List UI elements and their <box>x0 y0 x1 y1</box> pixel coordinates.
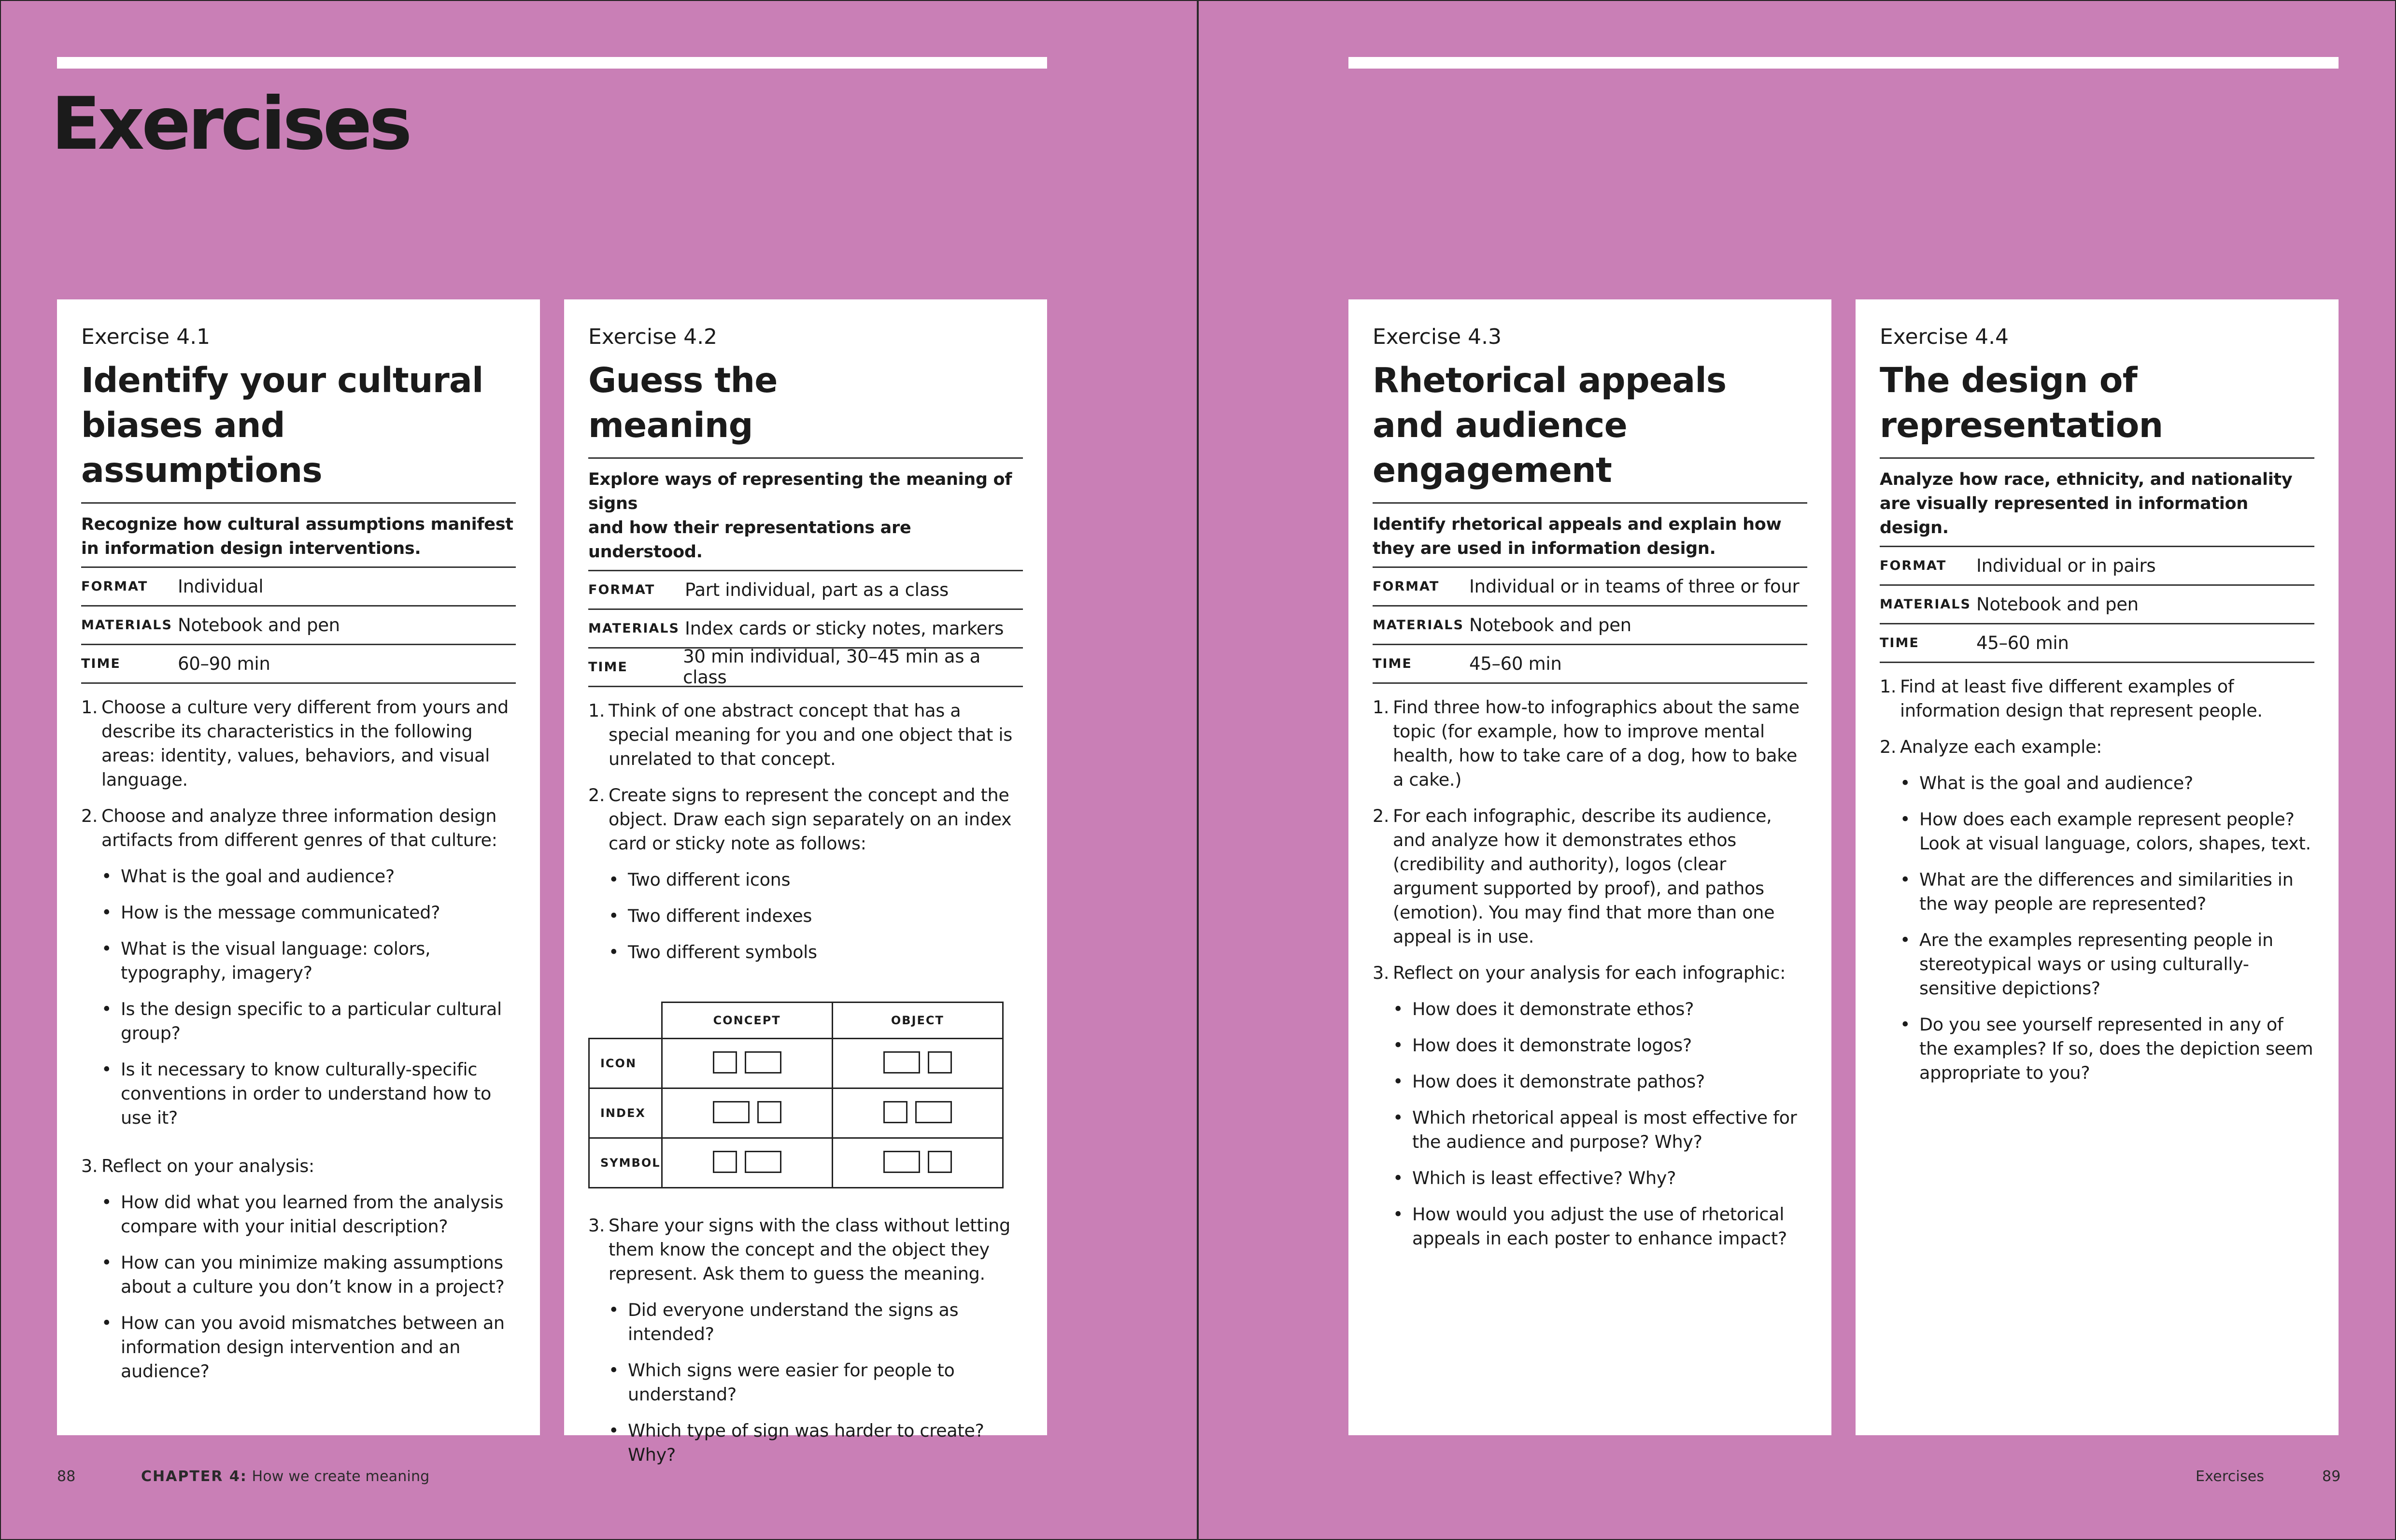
bullet-dot: • <box>101 1312 112 1333</box>
bullet-dot: • <box>101 865 112 887</box>
meta-value-materials: Notebook and pen <box>1469 614 1631 636</box>
bullet-item <box>101 1058 516 1130</box>
exercise-title <box>1373 358 1807 504</box>
sign-box <box>883 1151 920 1173</box>
bullet-text: How does each example represent people? Look at visual language, colors, shapes, text. <box>1919 808 2311 854</box>
bullet-item <box>101 901 516 925</box>
bullet-dot: • <box>1900 808 1911 830</box>
bullet-item <box>609 940 1023 964</box>
bullet-dot: • <box>101 1059 112 1080</box>
exercise-step <box>1880 735 2314 1097</box>
exercise-step <box>588 783 1023 976</box>
bullet-text: How does it demonstrate pathos? <box>1412 1071 1705 1092</box>
bullet-text: How would you adjust the use of rhetorical appeals in each poster to enhance impact? <box>1412 1203 1787 1249</box>
bullet-dot: • <box>101 1191 112 1213</box>
step-text: For each infographic, describe its audience, and analyze how it demonstrates ethos (credibility and authority), logos (clear argument supported by proof), and pathos (emotion). You may find that more than one appeal is in use. <box>1393 805 1775 947</box>
bullet-text: How does it demonstrate ethos? <box>1412 998 1694 1019</box>
exercise-title-line: representation <box>1880 405 2163 445</box>
sign-box <box>713 1051 737 1074</box>
bullet-dot: • <box>609 941 619 962</box>
bullet-text: Do you see yourself represented in any of the examples? If so, does the depiction seem appropriate to you? <box>1919 1014 2313 1083</box>
step-number: 1. <box>1880 676 1897 697</box>
bullet-item <box>101 1190 516 1239</box>
exercise-step <box>1373 695 1807 792</box>
exercise-goal-line: Identify rhetorical appeals and explain how <box>1373 514 1782 534</box>
bullet-item <box>1900 807 2314 856</box>
meta-value-format: Individual <box>178 576 264 597</box>
sign-table-cell <box>662 1088 832 1138</box>
sign-box <box>745 1051 781 1074</box>
bullet-text: How can you avoid mismatches between an information design intervention and an audience? <box>121 1312 505 1382</box>
sign-box <box>883 1101 907 1123</box>
sign-table <box>588 1002 1004 1188</box>
meta-label-format: FORMAT <box>1373 579 1440 594</box>
step-number: 2. <box>1373 805 1389 826</box>
sign-table-header: CONCEPT <box>662 1002 832 1038</box>
bullet-text: Two different icons <box>628 869 791 890</box>
exercise-goal-line: in information design interventions. <box>81 538 421 558</box>
meta-label-time: TIME <box>588 659 628 675</box>
sign-table-row-label: ICON <box>589 1038 662 1088</box>
sign-table-header: OBJECT <box>832 1002 1003 1038</box>
bullet-dot: • <box>1393 1034 1404 1056</box>
exercise-step <box>1373 961 1807 1263</box>
meta-label-format: FORMAT <box>81 579 148 594</box>
step-number: 1. <box>81 696 98 718</box>
bullet-item <box>1900 868 2314 916</box>
sign-table-row <box>589 1138 1003 1187</box>
meta-label-time: TIME <box>1880 635 1919 650</box>
exercise-goal-line: Recognize how cultural assumptions manifest <box>81 514 513 534</box>
exercise-card-4-2 <box>564 299 1047 1465</box>
meta-value-materials: Notebook and pen <box>178 614 340 636</box>
bullet-text: How can you minimize making assumptions about a culture you don’t know in a project? <box>121 1252 505 1297</box>
step-body <box>609 783 1023 976</box>
bullet-item <box>609 1298 1023 1346</box>
exercise-goal-line: they are used in information design. <box>1373 538 1716 558</box>
step-body <box>101 804 516 1142</box>
bullet-text: What is the goal and audience? <box>121 865 395 887</box>
exercise-steps <box>81 695 516 1396</box>
sign-table-cell <box>832 1138 1003 1187</box>
exercise-steps <box>1880 675 2314 1097</box>
exercise-step <box>81 695 516 792</box>
step-text: Find at least five different examples of information design that represent people. <box>1900 676 2263 721</box>
meta-label-format: FORMAT <box>1880 558 1947 573</box>
bullet-text: Two different indexes <box>628 905 812 926</box>
bullet-item <box>1393 997 1807 1021</box>
sign-box <box>757 1101 781 1123</box>
bullet-item <box>609 1358 1023 1407</box>
bullet-dot: • <box>1393 1071 1404 1092</box>
bullet-text: Are the examples representing people in stereotypical ways or using culturally-sensitive depictions? <box>1919 929 2273 999</box>
bullet-dot: • <box>1900 772 1911 793</box>
meta-row-time <box>588 646 1023 688</box>
exercise-steps <box>588 699 1023 1479</box>
bullet-item <box>101 864 516 889</box>
meta-row-format <box>1880 547 2314 586</box>
sign-table-cell <box>662 1038 832 1088</box>
sign-sketch-boxes <box>883 1051 952 1074</box>
sign-table-header-row <box>589 1002 1003 1038</box>
bullet-item <box>101 937 516 985</box>
bullet-text: Which signs were easier for people to understand? <box>628 1359 955 1405</box>
bullet-item <box>1900 928 2314 1001</box>
chapter-label: CHAPTER 4: <box>141 1468 247 1485</box>
meta-row-format <box>1373 568 1807 607</box>
bullet-item <box>1393 1202 1807 1251</box>
sign-table-cell <box>832 1038 1003 1088</box>
bullet-item <box>1900 771 2314 795</box>
exercise-number: Exercise 4.1 <box>81 325 211 349</box>
step-body <box>1393 695 1807 792</box>
exercise-card-4-4 <box>1856 299 2339 1435</box>
sign-sketch-boxes <box>883 1101 952 1123</box>
exercise-step <box>81 804 516 1142</box>
step-text: Think of one abstract concept that has a special meaning for you and one object that is unrelated to that concept. <box>609 700 1012 769</box>
meta-row-materials <box>1373 607 1807 645</box>
sign-box <box>928 1051 952 1074</box>
sign-table-corner <box>589 1002 662 1038</box>
exercise-goal <box>1373 504 1807 568</box>
step-body <box>1900 675 2314 723</box>
sign-box <box>713 1151 737 1173</box>
top-rule-right <box>1348 57 2339 69</box>
step-body <box>1393 804 1807 949</box>
step-text: Choose and analyze three information design artifacts from different genres of that culture: <box>101 805 497 850</box>
meta-value-materials: Notebook and pen <box>1976 593 2139 615</box>
exercise-title <box>1880 358 2314 459</box>
meta-row-time <box>81 645 516 684</box>
step-body <box>101 1154 516 1396</box>
exercise-step <box>81 1154 516 1396</box>
sign-table-row <box>589 1038 1003 1088</box>
step-text: Analyze each example: <box>1900 736 2102 757</box>
sign-sketch-boxes <box>713 1051 781 1074</box>
exercise-number: Exercise 4.2 <box>588 325 718 349</box>
bullet-item <box>101 1311 516 1384</box>
meta-value-format: Part individual, part as a class <box>685 579 949 600</box>
page-number-right: 89 <box>2322 1468 2341 1485</box>
bullet-text: How does it demonstrate logos? <box>1412 1034 1692 1056</box>
bullet-text: Which type of sign was harder to create? Why? <box>628 1420 984 1465</box>
bullet-item <box>1393 1106 1807 1154</box>
exercise-steps <box>1373 695 1807 1263</box>
bullet-dot: • <box>1393 998 1404 1019</box>
meta-row-time <box>1880 624 2314 663</box>
meta-value-time: 45–60 min <box>1469 653 1562 674</box>
sign-box <box>713 1101 750 1123</box>
bullet-item <box>1393 1166 1807 1190</box>
bullet-text: What is the goal and audience? <box>1919 772 2193 793</box>
step-bullets <box>1900 771 2314 1085</box>
bullet-item <box>609 904 1023 928</box>
bullet-item <box>101 1251 516 1299</box>
bullet-dot: • <box>1900 1014 1911 1035</box>
bullet-text: What is the visual language: colors, typography, imagery? <box>121 938 431 983</box>
bullet-dot: • <box>101 938 112 959</box>
bullet-dot: • <box>1393 1167 1404 1188</box>
exercise-title-line: biases and assumptions <box>81 405 322 490</box>
step-text: Find three how-to infographics about the same topic (for example, how to improve mental health, how to take care of a dog, how to bake a cake.) <box>1393 696 1800 790</box>
exercise-title-line: The design of <box>1880 360 2137 400</box>
step-bullets <box>101 1190 516 1384</box>
meta-value-time: 60–90 min <box>178 653 270 674</box>
sign-box <box>745 1151 781 1173</box>
bullet-dot: • <box>609 1420 619 1441</box>
exercise-title <box>81 358 516 504</box>
bullet-dot: • <box>609 1299 619 1320</box>
sign-table-row-label: INDEX <box>589 1088 662 1138</box>
page-title: Exercises <box>51 82 410 166</box>
meta-row-materials <box>588 610 1023 649</box>
bullet-dot: • <box>1393 1107 1404 1128</box>
exercise-step <box>1373 804 1807 949</box>
sign-sketch-boxes <box>713 1151 781 1173</box>
step-body <box>1393 961 1807 1263</box>
meta-label-time: TIME <box>81 656 121 671</box>
bullet-text: Did everyone understand the signs as intended? <box>628 1299 959 1344</box>
bullet-dot: • <box>609 869 619 890</box>
meta-value-format: Individual or in teams of three or four <box>1469 576 1800 597</box>
step-body <box>101 695 516 792</box>
exercise-title <box>588 358 1023 459</box>
step-number: 1. <box>588 700 605 721</box>
exercise-goal-line: are visually represented in information design. <box>1880 494 2248 537</box>
top-rule-left <box>57 57 1047 69</box>
bullet-item <box>1393 1033 1807 1058</box>
meta-value-materials: Index cards or sticky notes, markers <box>685 618 1004 639</box>
bullet-item <box>609 1419 1023 1467</box>
meta-label-format: FORMAT <box>588 582 655 597</box>
exercise-goal <box>1880 459 2314 547</box>
exercise-goal-line: Explore ways of representing the meaning of signs <box>588 469 1012 513</box>
bullet-text: What are the differences and similarities in the way people are represented? <box>1919 869 2294 914</box>
step-bullets <box>101 864 516 1130</box>
exercise-card-4-3 <box>1348 299 1831 1435</box>
sign-table-cell <box>832 1088 1003 1138</box>
meta-value-format: Individual or in pairs <box>1976 555 2156 576</box>
sign-table-cell <box>662 1138 832 1187</box>
bullet-text: How is the message communicated? <box>121 902 440 923</box>
step-bullets <box>609 1298 1023 1467</box>
meta-row-materials <box>1880 586 2314 624</box>
step-body <box>609 1214 1023 1479</box>
exercise-goal <box>81 504 516 568</box>
bullet-dot: • <box>609 1359 619 1381</box>
meta-label-materials: MATERIALS <box>588 621 680 636</box>
meta-row-materials <box>81 607 516 645</box>
exercise-title-line: Guess the <box>588 360 778 400</box>
bullet-item <box>609 868 1023 892</box>
step-number: 3. <box>81 1155 98 1176</box>
step-number: 2. <box>1880 736 1897 757</box>
exercise-step <box>588 1214 1023 1479</box>
step-text: Choose a culture very different from yours and describe its characteristics in the following areas: identity, values, behaviors, and visual language. <box>101 696 509 790</box>
sign-table-row-label: SYMBOL <box>589 1138 662 1187</box>
bullet-text: Is the design specific to a particular cultural group? <box>121 998 502 1044</box>
step-body <box>1900 735 2314 1097</box>
bullet-item <box>1393 1070 1807 1094</box>
exercise-number: Exercise 4.3 <box>1373 325 1502 349</box>
step-text: Create signs to represent the concept and the object. Draw each sign separately on an index card or sticky note as follows: <box>609 784 1012 854</box>
bullet-dot: • <box>101 902 112 923</box>
bullet-text: How did what you learned from the analysis compare with your initial description? <box>121 1191 504 1237</box>
step-number: 3. <box>588 1215 605 1236</box>
exercise-goal-line: and how their representations are understood. <box>588 518 911 562</box>
exercise-title-line: Identify your cultural <box>81 360 483 400</box>
step-body <box>609 699 1023 771</box>
bullet-dot: • <box>1393 1203 1404 1225</box>
step-text: Reflect on your analysis for each infographic: <box>1393 962 1786 983</box>
meta-label-materials: MATERIALS <box>1880 596 1971 612</box>
step-number: 2. <box>81 805 98 826</box>
step-number: 3. <box>1373 962 1389 983</box>
chapter-title: How we create meaning <box>252 1468 430 1485</box>
section-running-head: Exercises <box>2196 1468 2265 1485</box>
bullet-dot: • <box>609 905 619 926</box>
step-number: 1. <box>1373 696 1389 718</box>
exercise-title-line: and audience engagement <box>1373 405 1627 490</box>
chapter-running-head <box>141 1468 429 1485</box>
meta-row-format <box>81 568 516 607</box>
exercise-title-line: Rhetorical appeals <box>1373 360 1727 400</box>
sign-box <box>915 1101 952 1123</box>
meta-row-time <box>1373 645 1807 684</box>
exercise-card-4-1 <box>57 299 540 1435</box>
step-bullets <box>1393 997 1807 1251</box>
step-number: 2. <box>588 784 605 805</box>
exercise-number: Exercise 4.4 <box>1880 325 2009 349</box>
meta-label-materials: MATERIALS <box>81 617 172 633</box>
page-number-left: 88 <box>57 1468 76 1485</box>
exercise-goal-line: Analyze how race, ethnicity, and nationality <box>1880 469 2293 489</box>
bullet-text: Is it necessary to know culturally-specific conventions in order to understand how to use it? <box>121 1059 492 1128</box>
sign-box <box>928 1151 952 1173</box>
sign-sketch-boxes <box>713 1101 781 1123</box>
exercise-step <box>1880 675 2314 723</box>
exercise-title-line: meaning <box>588 405 753 445</box>
bullet-item <box>1900 1013 2314 1085</box>
sign-sketch-boxes <box>883 1151 952 1173</box>
bullet-text: Which rhetorical appeal is most effective for the audience and purpose? Why? <box>1412 1107 1797 1152</box>
bullet-dot: • <box>1900 869 1911 890</box>
exercise-goal <box>588 459 1023 571</box>
bullet-dot: • <box>1900 929 1911 950</box>
meta-value-time: 30 min individual, 30–45 min as a class <box>683 646 981 688</box>
step-text: Share your signs with the class without letting them know the concept and the object they represent. Ask them to guess the meaning. <box>609 1215 1010 1284</box>
sign-box <box>883 1051 920 1074</box>
exercise-step <box>588 699 1023 771</box>
bullet-dot: • <box>101 1252 112 1273</box>
meta-label-materials: MATERIALS <box>1373 617 1464 633</box>
book-spine <box>1197 0 1199 1540</box>
bullet-text: Which is least effective? Why? <box>1412 1167 1676 1188</box>
bullet-text: Two different symbols <box>628 941 817 962</box>
sign-table-row <box>589 1088 1003 1138</box>
step-text: Reflect on your analysis: <box>101 1155 314 1176</box>
step-bullets <box>609 868 1023 964</box>
meta-label-time: TIME <box>1373 656 1412 671</box>
meta-value-time: 45–60 min <box>1976 632 2069 653</box>
bullet-dot: • <box>101 998 112 1019</box>
meta-row-format <box>588 571 1023 610</box>
bullet-item <box>101 997 516 1046</box>
